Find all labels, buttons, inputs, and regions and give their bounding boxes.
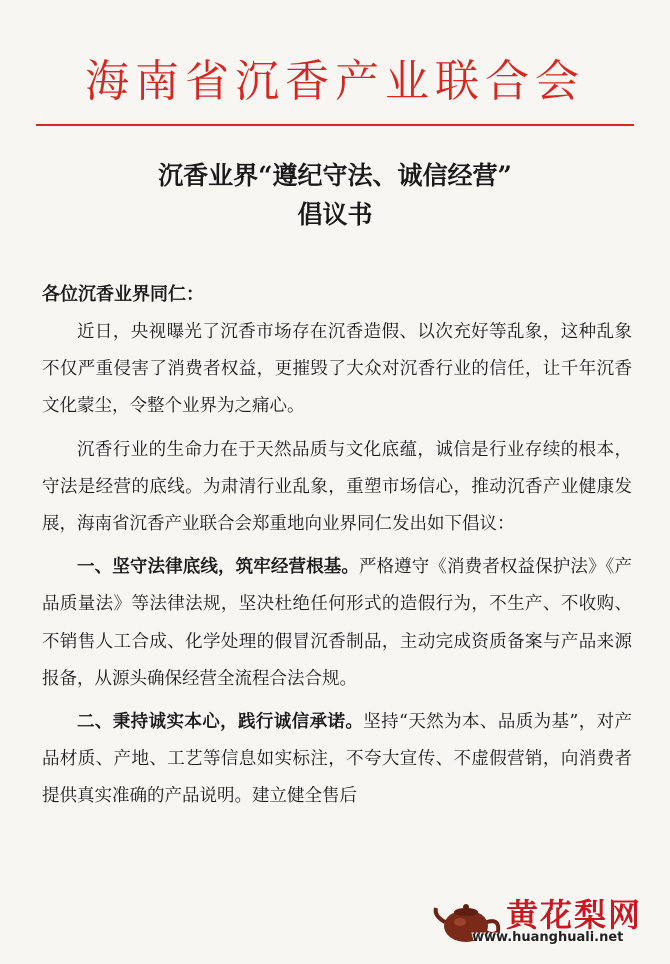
header-divider (36, 124, 634, 126)
paragraph-lead: 一、坚守法律底线，筑牢经营根基。 (77, 557, 359, 578)
site-watermark (432, 890, 662, 956)
paragraph-text: 沉香行业的生命力在于天然品质与文化底蕴，诚信是行业存续的根本，守法是经营的底线。为肃清行业乱象，重塑市场信心，推动沉香产业健康发展，海南省沉香产业联合会郑重地向业界同仁发出如下倡议： (42, 439, 632, 535)
organization-header: 海南省沉香产业联合会 (85, 56, 585, 107)
watermark-site-name: 黄花梨网 (506, 896, 643, 934)
document-title-line2: 倡议书 (297, 200, 373, 229)
paragraph-4 (42, 704, 632, 816)
paragraph-3 (42, 549, 632, 698)
paragraph-lead: 二、秉持诚实本心，践行诚信承诺。 (77, 712, 364, 733)
watermark-url: www.huanghuali.net (472, 930, 624, 945)
paragraph-text: 严格遵守《消费者权益保护法》《产品质量法》等法律法规，坚决杜绝任何形式的造假行为，不生产、不收购、不销售人工合成、化学处理的假冒沉香制品，主动完成资质备案与产品来源报备，从源头确保经营全流程合法合规。 (42, 557, 633, 689)
paragraph-1 (42, 314, 632, 426)
document-title-line1: 沉香业界“遵纪守法、诚信经营” (158, 161, 512, 190)
paragraph-text: 坚持“天然为本、品质为基”，对产品材质、产地、工艺等信息如实标注，不夸大宣传、不虚假营销，向消费者提供真实准确的产品说明。建立健全售后 (42, 712, 632, 807)
document-body (42, 314, 632, 822)
paragraph-text: 近日，央视曝光了沉香市场存在沉香造假、以次充好等乱象，这种乱象不仅严重侵害了消费者权益，更摧毁了大众对沉香行业的信任，让千年沉香文化蒙尘，令整个业界为之痛心。 (42, 322, 632, 417)
paragraph-2 (42, 432, 632, 544)
salutation: 各位沉香业界同仁： (42, 284, 204, 305)
